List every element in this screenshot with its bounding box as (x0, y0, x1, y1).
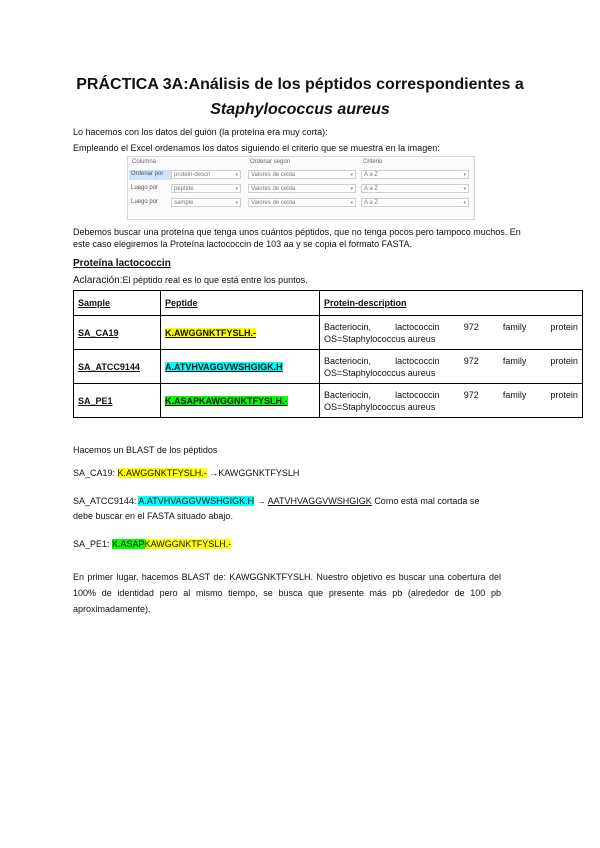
chevron-down-icon: ▾ (350, 200, 353, 206)
intro-paragraph-2: Empleando el Excel ordenamos los datos siguiendo el criterio que se muestra en la imagen: (73, 143, 440, 153)
peptide-table (73, 290, 583, 418)
choice-paragraph: Debemos buscar una proteína que tenga unos cuántos péptidos, que no tenga pocos pero tampoco muchos. En este caso elegiremos la Proteína lactococcin de 103 aa y se copia el formato FASTA. (73, 227, 521, 249)
arrow-right-icon: → (209, 468, 219, 478)
blast-heading: Hacemos un BLAST de los péptidos (73, 445, 218, 455)
chevron-down-icon: ▾ (235, 172, 238, 178)
sort-row-1-order-select: A a Z ▾ (361, 170, 469, 179)
sort-row-3-order-select: A a Z ▾ (361, 198, 469, 207)
blast-line-pe1: SA_PE1: K.ASAPKAWGGNKTFYSLH.- (73, 539, 232, 549)
clarification-text: El péptido real es lo que está entre los puntos. (122, 275, 308, 285)
sort-row-1-column-select: protein-descri ▾ (171, 170, 241, 179)
chevron-down-icon: ▾ (350, 172, 353, 178)
sort-row-3-sorton-select: Valores de celda ▾ (248, 198, 356, 207)
sort-row-1-label: Ordenar por (131, 171, 164, 177)
peptide-cell (161, 316, 320, 350)
peptide-highlight: K.AWGGNKTFYSLH.- (117, 468, 207, 478)
header-protein-description: Protein-description (320, 291, 583, 316)
sort-row-2-order-select: A a Z ▾ (361, 184, 469, 193)
clarification-label: Aclaración: (73, 275, 123, 286)
chevron-down-icon: ▾ (235, 200, 238, 206)
header-sample: Sample (74, 291, 161, 316)
description-cell: Bacteriocin, lactococcin 972 family protein OS=Staphylococcus aureus (320, 350, 583, 384)
table-row (74, 384, 583, 418)
peptide-highlight-yellow: KAWGGNKTFYSLH.- (144, 539, 232, 549)
sample-cell: SA_PE1 (74, 384, 161, 418)
sort-row-3-label: Luego por (131, 199, 159, 205)
header-peptide: Peptide (161, 291, 320, 316)
excel-sort-dialog-image (127, 156, 475, 220)
peptide-cell (161, 384, 320, 418)
peptide-highlight: K.ASAPKAWGGNKTFYSLH.- (165, 395, 288, 406)
title-line-1: PRÁCTICA 3A:Análisis de los péptidos correspondientes a (76, 76, 524, 93)
conclusion-paragraph: En primer lugar, hacemos BLAST de: KAWGGNKTFYSLH. Nuestro objetivo es buscar una cobertura del 100% de identidad pero al mismo tiempo, se busca que presente más pb (alrededor de 100 pb aproximadamente). (73, 572, 501, 614)
chevron-down-icon: ▾ (350, 186, 353, 192)
chevron-down-icon: ▾ (463, 186, 466, 192)
sort-row-2-label: Luego por (131, 185, 159, 191)
sample-cell: SA_CA19 (74, 316, 161, 350)
clarification (73, 275, 308, 286)
chevron-down-icon: ▾ (463, 200, 466, 206)
sort-header-order: Criterio (363, 159, 383, 165)
sort-row-2-sorton-select: Valores de celda ▾ (248, 184, 356, 193)
chevron-down-icon: ▾ (235, 186, 238, 192)
sort-row-1-sorton-select: Valores de celda ▾ (248, 170, 356, 179)
peptide-cell (161, 350, 320, 384)
description-cell: Bacteriocin, lactococcin 972 family protein OS=Staphylococcus aureus (320, 384, 583, 418)
protein-heading: Proteína lactococcin (73, 258, 171, 269)
peptide-highlight: A.ATVHVAGGVWSHGIGK.H (138, 496, 255, 506)
table-header-row (74, 291, 583, 316)
blast-line-ca19: SA_CA19: K.AWGGNKTFYSLH.- →KAWGGNKTFYSLH (73, 468, 300, 478)
peptide-highlight: K.AWGGNKTFYSLH.- (165, 327, 256, 338)
chevron-down-icon: ▾ (463, 172, 466, 178)
sort-row-3-column-select: sample ▾ (171, 198, 241, 207)
sort-row-2-column-select: peptide ▾ (171, 184, 241, 193)
peptide-highlight: A.ATVHVAGGVWSHGIGK.H (165, 361, 283, 372)
blast-atcc-note-line-2: debe buscar en el FASTA situado abajo. (73, 511, 233, 521)
peptide-highlight-green: K.ASAP (112, 539, 145, 549)
title-line-2: Staphylococcus aureus (210, 101, 390, 118)
arrow-right-icon: → (256, 496, 266, 506)
table-row (74, 350, 583, 384)
blast-line-atcc: SA_ATCC9144: A.ATVHVAGGVWSHGIGK.H → AATVHVAGGVWSHGIGK Como está mal cortada se (73, 496, 480, 506)
intro-paragraph-1: Lo hacemos con los datos del guión (la proteína era muy corta): (73, 127, 328, 137)
description-cell: Bacteriocin, lactococcin 972 family protein OS=Staphylococcus aureus (320, 316, 583, 350)
sample-cell: SA_ATCC9144 (74, 350, 161, 384)
sort-header-sort-on: Ordenar según (250, 159, 291, 165)
table-row (74, 316, 583, 350)
sort-header-column: Columna (132, 159, 157, 165)
